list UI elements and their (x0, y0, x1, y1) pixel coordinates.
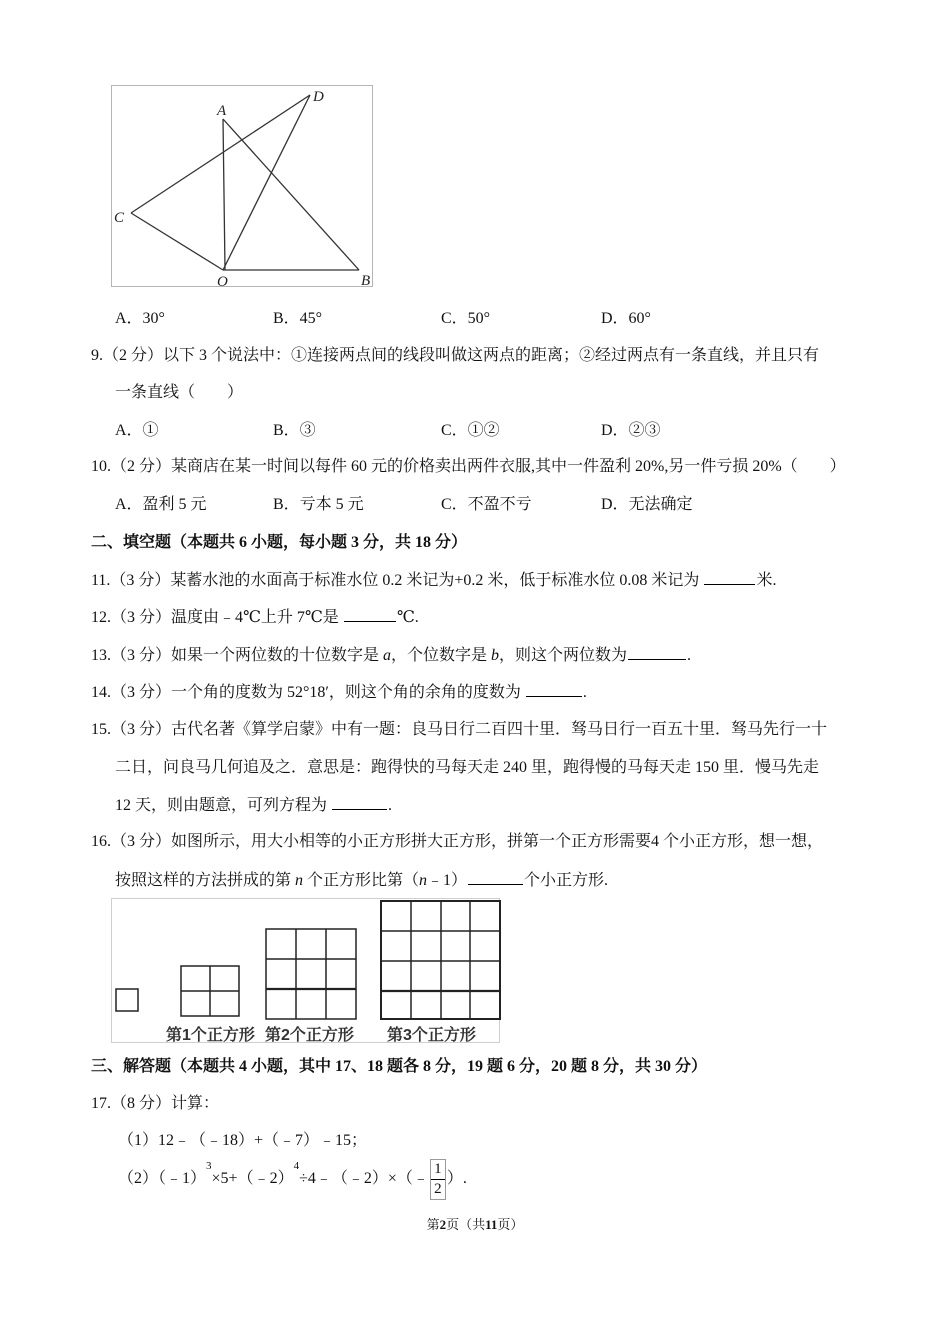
angle-figure (111, 85, 373, 287)
square-4x4 (381, 901, 500, 1019)
segment-co (131, 213, 223, 270)
q12 (91, 607, 419, 628)
q17-exponent-1: 3 (206, 1160, 212, 1172)
q16-line2-part1: 按照这样的方法拼成的第 (115, 872, 296, 889)
squares-figure-svg (112, 899, 501, 1044)
q16-line2 (115, 870, 608, 891)
squares-figure (111, 898, 500, 1043)
q9-line1: 9.（2 分）以下 3 个说法中：①连接两点间的线段叫做这两点的距离；②经过两点有一条直线，并且只有 (91, 347, 820, 364)
fraction-one-half (430, 1159, 446, 1200)
q13-text-part1: 13.（3 分）如果一个两位数的十位数字是 (91, 647, 384, 664)
footer-total-pages: 11 (485, 1217, 498, 1232)
segment-ao (223, 119, 225, 270)
q10-option-b: B．亏本 5 元 (273, 496, 364, 513)
q17-part2-c: ÷4﹣（﹣2）×（﹣ (299, 1170, 429, 1188)
q8-option-c: C．50° (441, 310, 491, 327)
square-2x2 (181, 966, 239, 1016)
point-label-o: O (217, 274, 228, 288)
q16-line2-part3: ﹣1） (427, 872, 468, 889)
q10-option-c: C．不盈不亏 (441, 496, 532, 513)
q17-part2-b: ×5+（﹣2） (211, 1170, 294, 1188)
section3-title: 三、解答题（本题共 4 小题，其中 17、18 题各 8 分，19 题 6 分，20 题 8 分，共 30 分） (91, 1058, 708, 1075)
q15-line2: 二日，问良马几何追及之．意思是：跑得快的马每天走 240 里，跑得慢的马每天走 150 里．慢马先走 (115, 759, 820, 776)
point-label-c: C (114, 210, 125, 226)
q8-option-a: A．30° (115, 310, 165, 327)
q12-text-after: ℃. (396, 609, 419, 626)
footer-post: 页） (497, 1217, 524, 1232)
q17-title: 17.（8 分）计算： (91, 1095, 220, 1112)
q16-line2-part2: 个正方形比第（ (303, 872, 420, 889)
q17-exponent-2: 4 (293, 1160, 300, 1172)
footer-pre: 第 (426, 1217, 440, 1232)
q9-option-a: A．① (115, 422, 159, 439)
point-label-d: D (313, 89, 324, 105)
q17-part1: （1）12﹣（﹣18）+（﹣7）﹣15； (118, 1132, 368, 1149)
square-1x1 (116, 989, 138, 1011)
q13-text-part3: ，则这个两位数为 (499, 647, 628, 664)
q11-text: 11.（3 分）某蓄水池的水面高于标准水位 0.2 米记为+0.2 米，低于标准水位 0.08 米记为 (91, 572, 704, 589)
square-1x1-outline (116, 989, 138, 1011)
q12-blank (344, 607, 396, 622)
q13-blank (628, 645, 686, 660)
q15-line3 (115, 795, 392, 816)
q11-text-after: 米. (756, 572, 777, 589)
segment-od (223, 95, 310, 270)
q15-line1: 15.（3 分）古代名著《算学启蒙》中有一题：良马日行二百四十里．驽马日行一百五十里．驽马先行一十 (91, 721, 828, 738)
q15-line3-text: 12 天，则由题意，可列方程为 (115, 797, 332, 814)
q13-var-b: b (491, 647, 500, 664)
q16-line2-after: 个小正方形. (524, 872, 609, 889)
q14 (91, 682, 587, 703)
q15-blank (332, 795, 387, 810)
q10-line1: 10.（2 分）某商店在某一时间以每件 60 元的价格卖出两件衣服,其中一件盈利 20%,另一件亏损 20%（ ） (91, 458, 846, 475)
q9-line2: 一条直线（ ） (115, 384, 244, 401)
q17-part2-a: （2）（﹣1） (118, 1170, 207, 1188)
footer-mid: 页（共 (446, 1217, 486, 1232)
square-label-1: 第1个正方形 (166, 1027, 255, 1044)
q16-blank (468, 870, 523, 885)
q13-text-after: . (687, 647, 692, 664)
square-label-2: 第2个正方形 (265, 1027, 354, 1044)
q13-var-a: a (383, 647, 392, 664)
point-label-a: A (217, 103, 227, 119)
q16-var-n-2: n (419, 872, 428, 889)
q13 (91, 645, 691, 666)
q9-option-c: C．①② (441, 422, 500, 439)
segment-ab (223, 119, 359, 270)
q14-text: 14.（3 分）一个角的度数为 52°18′，则这个角的余角的度数为 (91, 684, 525, 701)
q13-text-part2: ，个位数字是 (391, 647, 492, 664)
q10-option-a: A．盈利 5 元 (115, 496, 207, 513)
fraction-denominator: 2 (434, 1181, 442, 1197)
q12-text: 12.（3 分）温度由﹣4℃上升 7℃是 (91, 609, 343, 626)
fraction-numerator: 1 (431, 1160, 445, 1180)
q10-option-d: D．无法确定 (601, 496, 693, 513)
q8-option-d: D．60° (601, 310, 651, 327)
q15-line3-after: . (388, 797, 393, 814)
point-label-b: B (361, 273, 371, 288)
q14-text-after: . (582, 684, 587, 701)
q8-option-b: B．45° (273, 310, 323, 327)
q9-option-b: B．③ (273, 422, 316, 439)
square-3x3-outline (266, 929, 356, 1019)
q17-part2-d: ）. (446, 1170, 467, 1188)
q16-line1: 16.（3 分）如图所示，用大小相等的小正方形拼大正方形，拼第一个正方形需要4 个小正方形，想一想， (91, 833, 824, 850)
square-3x3 (266, 929, 356, 1019)
square-label-3: 第3个正方形 (387, 1027, 476, 1044)
q11-blank (704, 570, 755, 585)
q16-var-n-1: n (295, 872, 304, 889)
q9-option-d: D．②③ (601, 422, 661, 439)
q11 (91, 570, 776, 591)
q17-part2 (118, 1159, 467, 1200)
section2-title: 二、填空题（本题共 6 小题，每小题 3 分，共 18 分） (91, 534, 468, 551)
angle-figure-svg (112, 86, 374, 288)
page-footer (0, 1216, 950, 1234)
q14-blank (526, 682, 582, 697)
footer-page-number: 2 (439, 1217, 447, 1232)
